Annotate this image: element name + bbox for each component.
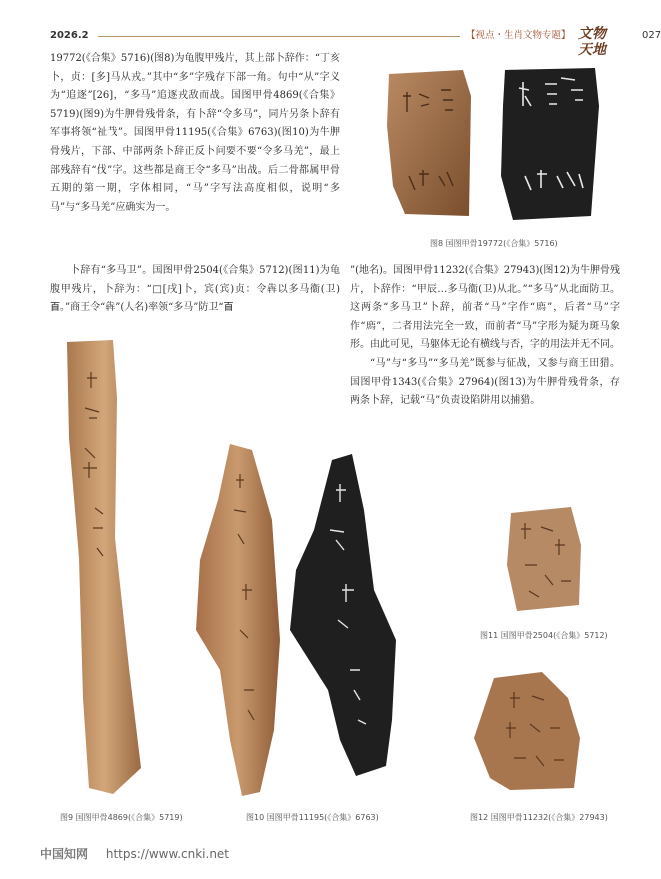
body-text-left-bottom [50, 262, 340, 318]
body-text-left-top [50, 50, 340, 217]
figure-11-caption: 图11 国图甲骨2504(《合集》5712) [480, 631, 608, 640]
figure-9-image [55, 338, 155, 798]
header-rule [98, 36, 460, 37]
section-label: 【视点・生肖文物专题】 [466, 30, 571, 41]
figure-8 [385, 66, 610, 226]
issue-number: 2026.2 [50, 30, 89, 41]
cnki-url[interactable]: https://www.cnki.net [105, 847, 230, 861]
figure-10 [190, 440, 405, 805]
page-header [50, 26, 661, 58]
cnki-brand: 中国知网 [40, 847, 89, 861]
figure-12-caption: 图12 国图甲骨11232(《合集》27943) [470, 813, 608, 822]
paragraph-2: 卜辞有“多马卫”。国图甲骨2504(《合集》5712)(图11)为龟腹甲残片，卜辞为：“□[戌]卜，宾(宾)贞：令犇以多马衞(卫)𦣻。”商王令“犇”(人名)率领“多马”防卫“𦣻 [50, 265, 340, 314]
paragraph-1: 19772(《合集》5716)(图8)为龟腹甲残片，其上部卜辞作：“丁亥卜，贞：[多]马从戎。”其中“多”字残存下部一角。句中“从”字义为“追逐”[26]，“多马”追逐戎敌而战。国图甲骨4869(《合集》5719)(图9)为牛胛骨残骨条，有卜辞“令多马”，同片另条卜辞有军事将领“祉𢦏”。国图甲骨11195(《合集》6763)(图10)为牛胛骨残片，下部、中部两条卜辞正反卜问要不要“令多马羌”，最上部残辞有“伐”字。这些都是商王令“多马”出战。后二骨都属甲骨五期的第一期，字体相同，“马”字写法高度相似，说明“多马”与“多马羌”应确实为一。 [50, 53, 340, 213]
paragraph-3: ”(地名)。国图甲骨11232(《合集》27943)(图12)为牛胛骨残片，卜辞作：“甲辰…多马衞(卫)从北。”“多马”从北面防卫。这两条“多马卫”卜辞，前者“马”字作“𢊁”，后者“马”字作“𢊁”，二者用法完全一致，而前者“马”字形为疑为斑马象形。由此可见，马躯体无论有横线与否，字的用法并无不同。 [350, 265, 620, 351]
figure-11-image [505, 505, 585, 615]
figure-8-caption: 图8 国图甲骨19772(《合集》5716) [430, 239, 558, 248]
figure-12 [470, 668, 585, 793]
body-text-right [350, 262, 620, 411]
figure-12-image [470, 668, 585, 793]
footer [40, 845, 229, 862]
paragraph-4: “马”与“多马”“多马羌”既参与征战，又参与商王田猎。国图甲骨1343(《合集》27964)(图13)为牛胛骨残骨条，存两条卜辞，记载“马”负责设陷阱用以捕猎。 [350, 357, 620, 407]
figure-10-image [190, 440, 405, 805]
page-number: 027 [642, 30, 661, 41]
magazine-title: 文物天地 [578, 26, 606, 58]
figure-8-image [385, 66, 610, 226]
figure-10-caption: 图10 国图甲骨11195(《合集》6763) [246, 813, 379, 822]
figure-11 [505, 505, 585, 615]
figure-9 [55, 338, 155, 798]
figure-9-caption: 图9 国图甲骨4869(《合集》5719) [60, 813, 183, 822]
